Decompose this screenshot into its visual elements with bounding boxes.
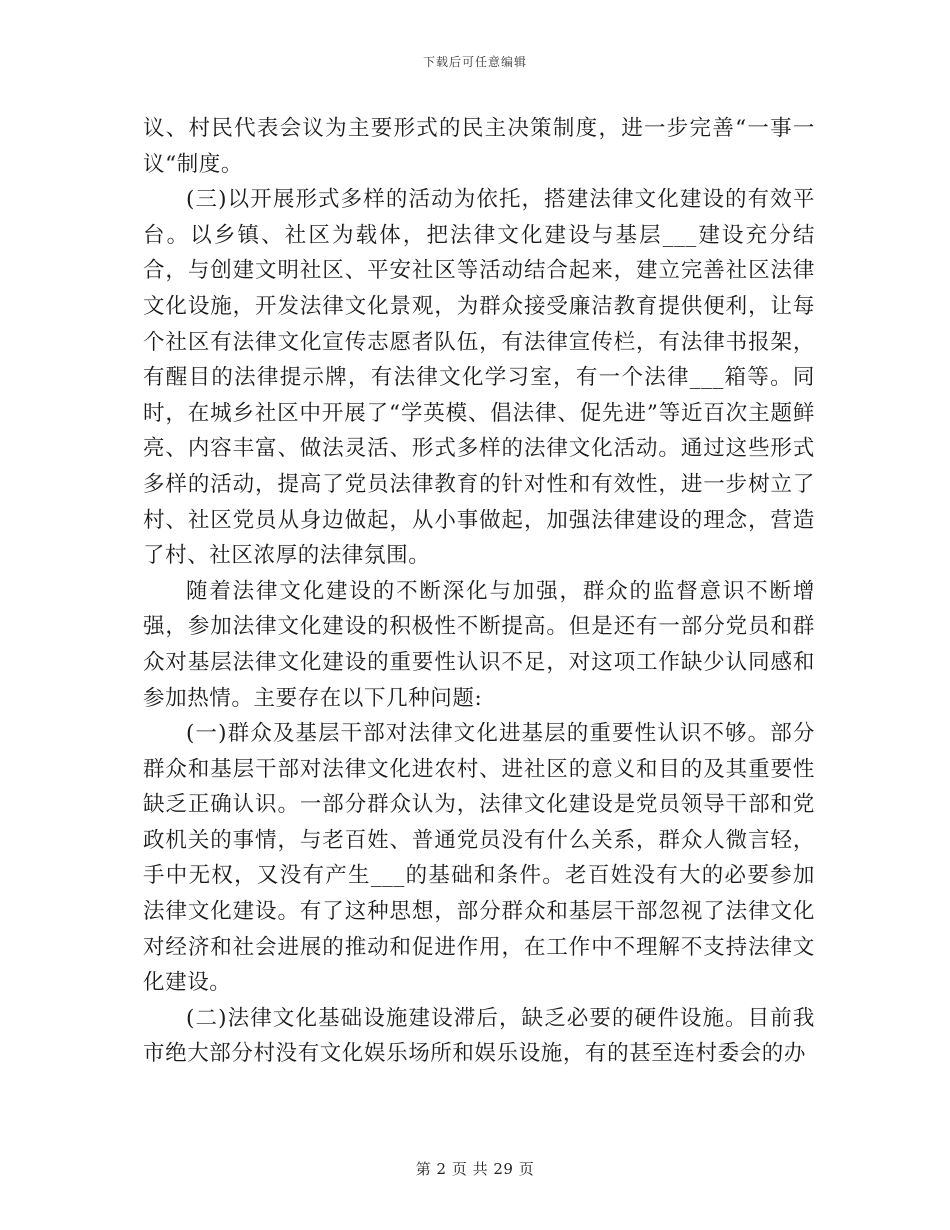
page-number-footer: 第 2 页 共 29 页 — [415, 1160, 535, 1178]
paragraph-continuation: 议、村民代表会议为主要形式的民主决策制度，进一步完善“一事一议“制度。 — [143, 116, 815, 177]
paragraph-problem-two: (二)法律文化基础设施建设滞后，缺乏必要的硬件设施。目前我市绝大部分村没有文化娱乐场所和娱乐设施，有的甚至连村委会的办 — [143, 1005, 815, 1067]
page-header: 下载后可任意编辑 — [422, 55, 527, 69]
document-body — [143, 111, 815, 1072]
paragraph-problems-intro: 随着法律文化建设的不断深化与加强，群众的监督意识不断增强，参加法律文化建设的积极性不断提高。但是还有一部分党员和群众对基层法律文化建设的重要性认识不足，对这项工作缺少认同感和参加热情。主要存在以下几种问题: — [143, 578, 815, 711]
paragraph-section-three: (三)以开展形式多样的活动为依托，搭建法律文化建设的有效平台。以乡镇、社区为载体，把法律文化建设与基层___建设充分结合，与创建文明社区、平安社区等活动结合起来，建立完善社区法律文化设施，开发法律文化景观，为群众接受廉洁教育提供便利，让每个社区有法律文化宣传志愿者队伍，有法律宣传栏，有法律书报架，有醒目的法律提示牌，有法律文化学习室，有一个法律___箱等。同时，在城乡社区中开展了“学英模、倡法律、促先进”等近百次主题鲜亮、内容丰富、做法灵活、形式多样的法律文化活动。通过这些形式多样的活动，提高了党员法律教育的针对性和有效性，进一步树立了村、社区党员从身边做起，从小事做起，加强法律建设的理念，营造了村、社区浓厚的法律氛围。 — [143, 187, 815, 569]
paragraph-problem-one: (一)群众及基层干部对法律文化进基层的重要性认识不够。部分群众和基层干部对法律文化进农村、进社区的意义和目的及其重要性缺乏正确认识。一部分群众认为，法律文化建设是党员领导干部和党政机关的事情，与老百姓、普通党员没有什么关系，群众人微言轻，手中无权，又没有产生___的基础和条件。老百姓没有大的必要参加法律文化建设。有了这种思想，部分群众和基层干部忽视了法律文化对经济和社会进展的推动和促进作用，在工作中不理解不支持法律文化建设。 — [143, 721, 815, 996]
